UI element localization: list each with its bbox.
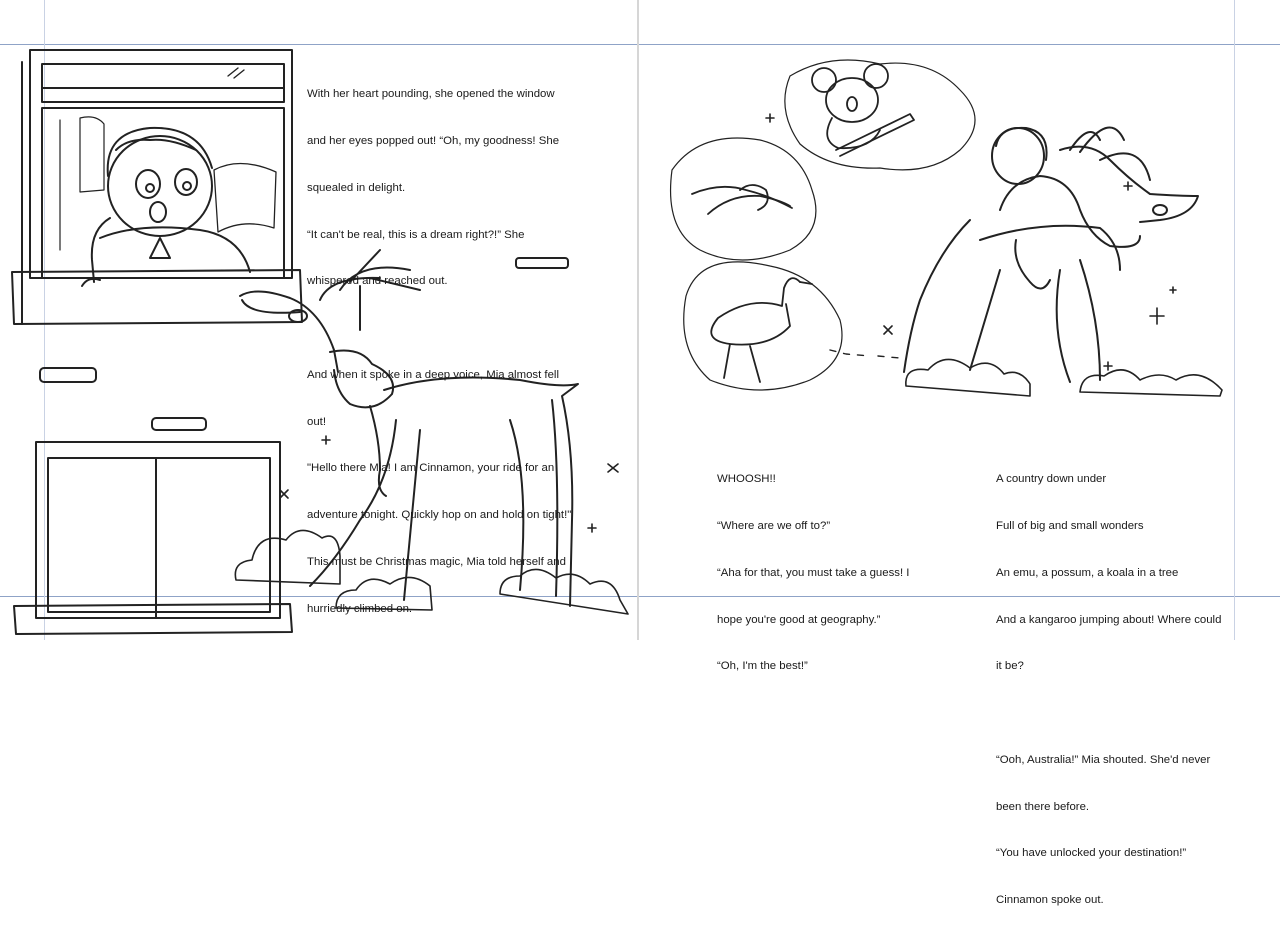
text-line: And a kangaroo jumping about! Where could [996, 613, 1222, 626]
text-line: Full of big and small wonders [996, 519, 1144, 532]
text-line: “Oh, I'm the best!” [717, 660, 808, 673]
right-page-text-left [717, 441, 947, 706]
text-line: A country down under [996, 473, 1107, 486]
right-page-text-right [996, 441, 1256, 940]
window-sketch [12, 50, 302, 324]
snow-and-stars-right [766, 114, 1222, 396]
text-line: With her heart pounding, she opened the window [307, 88, 555, 101]
text-line: it be? [996, 660, 1024, 673]
left-page-text-1 [307, 56, 607, 649]
text-line: “It can't be real, this is a dream right?!” She [307, 228, 525, 241]
text-line: An emu, a possum, a koala in a tree [996, 566, 1179, 579]
text-line: And when it spoke in a deep voice, Mia almost fell [307, 368, 559, 381]
thought-bubble-koala [785, 60, 975, 170]
text-line: out! [307, 415, 326, 428]
text-line: “Where are we off to?” [717, 519, 831, 532]
text-line: "Hello there Mia! I am Cinnamon, your ride for an [307, 462, 555, 475]
text-line: This must be Christmas magic, Mia told herself and [307, 556, 566, 568]
text-line: squealed in delight. [307, 181, 406, 194]
text-line: WHOOSH!! [717, 473, 776, 486]
text-line: whispered and reached out. [307, 275, 448, 288]
text-line: and her eyes popped out! “Oh, my goodness! She [307, 134, 560, 147]
text-line: “Ooh, Australia!” Mia shouted. She'd never [996, 753, 1211, 766]
text-line: “Aha for that, you must take a guess! I [717, 566, 910, 579]
reindeer-with-girl-right [830, 128, 1198, 383]
text-line: “You have unlocked your destination!” [996, 847, 1187, 860]
text-line: been there before. [996, 800, 1090, 813]
text-line: hope you're good at geography.” [717, 613, 881, 626]
thought-bubble-possum [671, 138, 816, 260]
text-line: Cinnamon spoke out. [996, 894, 1104, 907]
girl-in-window [82, 128, 250, 286]
text-line: hurriedly climbed on. [307, 602, 413, 615]
thought-bubble-emu [684, 262, 842, 390]
text-line: adventure tonight. Quickly hop on and hold on tight!" [307, 509, 572, 522]
